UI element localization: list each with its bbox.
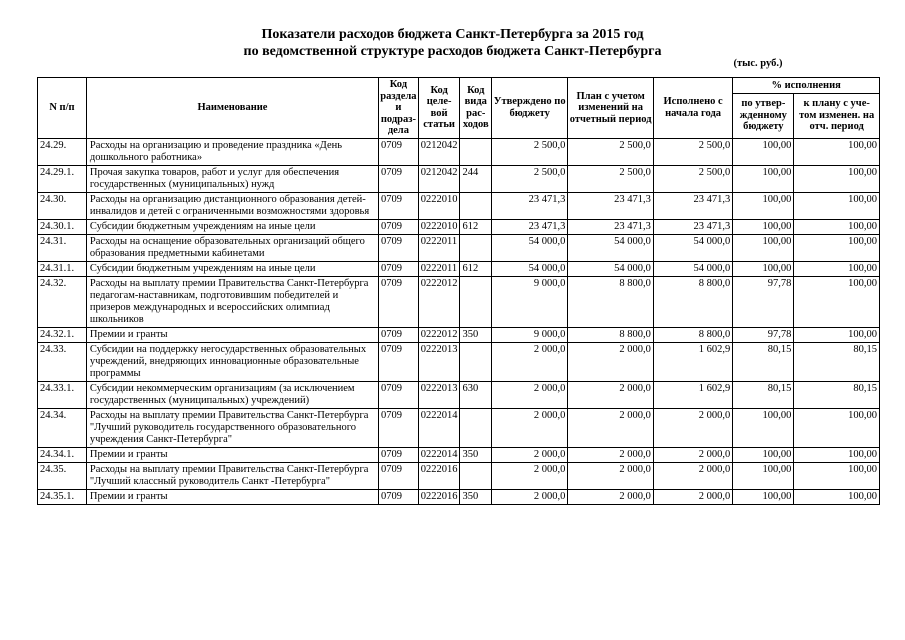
cell-pct-plan: 100,00 — [794, 327, 880, 342]
cell-type: 612 — [460, 261, 492, 276]
cell-pct-approved: 100,00 — [733, 261, 794, 276]
cell-pct-approved: 100,00 — [733, 192, 794, 219]
cell-num: 24.34. — [38, 408, 87, 447]
cell-article: 0222010 — [418, 192, 460, 219]
cell-pct-approved: 97,78 — [733, 276, 794, 327]
cell-type — [460, 234, 492, 261]
cell-plan: 54 000,0 — [568, 234, 654, 261]
header-plan: План с учетом изменений на отчетный период — [568, 78, 654, 139]
cell-plan: 2 000,0 — [568, 342, 654, 381]
cell-pct-approved: 100,00 — [733, 447, 794, 462]
header-pct-group: % исполнения — [733, 78, 880, 94]
cell-section: 0709 — [379, 219, 419, 234]
cell-approved: 23 471,3 — [492, 192, 568, 219]
cell-approved: 54 000,0 — [492, 234, 568, 261]
table-row — [38, 192, 880, 219]
cell-article: 0222012 — [418, 276, 460, 327]
table-row — [38, 261, 880, 276]
cell-article: 0222012 — [418, 327, 460, 342]
cell-num: 24.33.1. — [38, 381, 87, 408]
cell-name: Субсидии бюджетным учреждениям на иные цели — [86, 261, 378, 276]
cell-num: 24.31.1. — [38, 261, 87, 276]
cell-section: 0709 — [379, 408, 419, 447]
table-row — [38, 165, 880, 192]
cell-executed: 2 000,0 — [653, 489, 732, 504]
cell-approved: 23 471,3 — [492, 219, 568, 234]
cell-pct-plan: 100,00 — [794, 447, 880, 462]
cell-pct-approved: 100,00 — [733, 219, 794, 234]
cell-plan: 8 800,0 — [568, 327, 654, 342]
cell-type: 630 — [460, 381, 492, 408]
cell-article: 0222016 — [418, 462, 460, 489]
document-title: Показатели расходов бюджета Санкт-Петербурга за 2015 год — [261, 27, 644, 42]
cell-executed: 54 000,0 — [653, 261, 732, 276]
cell-name: Премии и гранты — [86, 489, 378, 504]
table-row — [38, 234, 880, 261]
cell-plan: 23 471,3 — [568, 192, 654, 219]
cell-name: Расходы на выплату премии Правительства Санкт-Петербурга "Лучший руководитель государственного образовательного учреждения Санкт-Петербурга" — [86, 408, 378, 447]
cell-article: 0222011 — [418, 234, 460, 261]
cell-article: 0222013 — [418, 381, 460, 408]
cell-section: 0709 — [379, 192, 419, 219]
cell-section: 0709 — [379, 234, 419, 261]
cell-name: Расходы на выплату премии Правительства Санкт-Петербурга педагогам-наставникам, подготовившим победителей и призеров международных и всероссийских олимпиад школьников — [86, 276, 378, 327]
header-num: N п/п — [38, 78, 87, 139]
cell-section: 0709 — [379, 462, 419, 489]
cell-approved: 2 000,0 — [492, 462, 568, 489]
cell-pct-plan: 100,00 — [794, 234, 880, 261]
header-name: Наименование — [86, 78, 378, 139]
cell-pct-plan: 100,00 — [794, 165, 880, 192]
cell-plan: 2 000,0 — [568, 489, 654, 504]
cell-plan: 2 000,0 — [568, 462, 654, 489]
header-approved: Утверждено по бюджету — [492, 78, 568, 139]
cell-approved: 2 000,0 — [492, 489, 568, 504]
cell-article: 0222014 — [418, 447, 460, 462]
cell-approved: 2 000,0 — [492, 342, 568, 381]
cell-type — [460, 342, 492, 381]
cell-approved: 2 000,0 — [492, 408, 568, 447]
cell-num: 24.30.1. — [38, 219, 87, 234]
cell-pct-plan: 100,00 — [794, 219, 880, 234]
cell-approved: 54 000,0 — [492, 261, 568, 276]
cell-name: Субсидии на поддержку негосударственных образовательных учреждений, внедряющих инновационные образовательные программы — [86, 342, 378, 381]
cell-name: Премии и гранты — [86, 327, 378, 342]
cell-plan: 23 471,3 — [568, 219, 654, 234]
cell-pct-approved: 100,00 — [733, 234, 794, 261]
cell-type: 350 — [460, 447, 492, 462]
header-section-code: Код раздела и подраз-дела — [380, 79, 417, 136]
cell-pct-approved: 100,00 — [733, 165, 794, 192]
cell-plan: 8 800,0 — [568, 276, 654, 327]
table-row — [38, 327, 880, 342]
cell-approved: 2 000,0 — [492, 447, 568, 462]
cell-section: 0709 — [379, 276, 419, 327]
header-article-code: Код целе-вой статьи — [418, 78, 460, 139]
cell-pct-plan: 100,00 — [794, 261, 880, 276]
cell-executed: 1 602,9 — [653, 342, 732, 381]
cell-section: 0709 — [379, 447, 419, 462]
table-row — [38, 219, 880, 234]
cell-article: 0222016 — [418, 489, 460, 504]
cell-approved: 2 500,0 — [492, 165, 568, 192]
cell-plan: 2 000,0 — [568, 408, 654, 447]
budget-table — [37, 77, 880, 505]
cell-executed: 23 471,3 — [653, 192, 732, 219]
cell-name: Субсидии некоммерческим организациям (за исключением государственных (муниципальных) учреждений) — [86, 381, 378, 408]
cell-num: 24.35.1. — [38, 489, 87, 504]
cell-type: 612 — [460, 219, 492, 234]
cell-name: Прочая закупка товаров, работ и услуг для обеспечения государственных (муниципальных) нужд — [86, 165, 378, 192]
cell-article: 0222013 — [418, 342, 460, 381]
cell-num: 24.31. — [38, 234, 87, 261]
cell-name: Расходы на выплату премии Правительства Санкт-Петербурга "Лучший классный руководитель Санкт -Петербурга" — [86, 462, 378, 489]
cell-num: 24.32. — [38, 276, 87, 327]
cell-approved: 9 000,0 — [492, 327, 568, 342]
table-body — [38, 138, 880, 504]
cell-article: 0222011 — [418, 261, 460, 276]
cell-approved: 9 000,0 — [492, 276, 568, 327]
cell-executed: 2 000,0 — [653, 408, 732, 447]
units-label: (тыс. руб.) — [733, 58, 783, 69]
cell-article: 0212042 — [418, 165, 460, 192]
cell-pct-plan: 80,15 — [794, 381, 880, 408]
cell-executed: 2 000,0 — [653, 447, 732, 462]
cell-type — [460, 408, 492, 447]
header-pct-plan: к плану с уче-том изменен. на отч. период — [794, 93, 880, 138]
cell-section: 0709 — [379, 138, 419, 165]
cell-type — [460, 192, 492, 219]
table-row — [38, 138, 880, 165]
cell-type: 244 — [460, 165, 492, 192]
cell-plan: 2 500,0 — [568, 165, 654, 192]
cell-num: 24.32.1. — [38, 327, 87, 342]
cell-section: 0709 — [379, 381, 419, 408]
cell-approved: 2 000,0 — [492, 381, 568, 408]
cell-pct-approved: 100,00 — [733, 408, 794, 447]
cell-section: 0709 — [379, 489, 419, 504]
cell-pct-plan: 100,00 — [794, 489, 880, 504]
cell-executed: 1 602,9 — [653, 381, 732, 408]
cell-section: 0709 — [379, 261, 419, 276]
cell-num: 24.34.1. — [38, 447, 87, 462]
cell-pct-approved: 100,00 — [733, 138, 794, 165]
cell-executed: 2 500,0 — [653, 138, 732, 165]
cell-plan: 2 000,0 — [568, 447, 654, 462]
cell-section: 0709 — [379, 327, 419, 342]
table-row — [38, 462, 880, 489]
table-row — [38, 276, 880, 327]
cell-pct-plan: 100,00 — [794, 276, 880, 327]
header-type-code: Код вида рас-ходов — [460, 78, 492, 139]
table-row — [38, 408, 880, 447]
cell-pct-plan: 100,00 — [794, 192, 880, 219]
cell-type — [460, 138, 492, 165]
cell-pct-plan: 100,00 — [794, 462, 880, 489]
cell-name: Расходы на оснащение образовательных организаций общего образования предметными кабинетами — [86, 234, 378, 261]
cell-executed: 8 800,0 — [653, 327, 732, 342]
cell-type — [460, 462, 492, 489]
cell-pct-approved: 97,78 — [733, 327, 794, 342]
cell-type: 350 — [460, 327, 492, 342]
cell-num: 24.29. — [38, 138, 87, 165]
table-row — [38, 489, 880, 504]
cell-plan: 2 500,0 — [568, 138, 654, 165]
cell-name: Расходы на организацию дистанционного образования детей-инвалидов и детей с ограниченными возможностями здоровья — [86, 192, 378, 219]
cell-name: Премии и гранты — [86, 447, 378, 462]
cell-pct-plan: 80,15 — [794, 342, 880, 381]
table-row — [38, 381, 880, 408]
header-executed: Исполнено с начала года — [653, 78, 732, 139]
cell-name: Субсидии бюджетным учреждениям на иные цели — [86, 219, 378, 234]
cell-article: 0222010 — [418, 219, 460, 234]
cell-num: 24.33. — [38, 342, 87, 381]
cell-section: 0709 — [379, 165, 419, 192]
cell-num: 24.29.1. — [38, 165, 87, 192]
cell-approved: 2 500,0 — [492, 138, 568, 165]
cell-article: 0212042 — [418, 138, 460, 165]
table-row — [38, 342, 880, 381]
table-row — [38, 447, 880, 462]
cell-pct-approved: 80,15 — [733, 342, 794, 381]
cell-article: 0222014 — [418, 408, 460, 447]
cell-pct-plan: 100,00 — [794, 408, 880, 447]
cell-executed: 8 800,0 — [653, 276, 732, 327]
cell-num: 24.30. — [38, 192, 87, 219]
header-pct-approved: по утвер-жденному бюджету — [733, 93, 794, 138]
cell-pct-approved: 100,00 — [733, 489, 794, 504]
cell-executed: 54 000,0 — [653, 234, 732, 261]
cell-executed: 2 000,0 — [653, 462, 732, 489]
cell-section: 0709 — [379, 342, 419, 381]
cell-pct-approved: 100,00 — [733, 462, 794, 489]
cell-plan: 54 000,0 — [568, 261, 654, 276]
cell-num: 24.35. — [38, 462, 87, 489]
cell-pct-plan: 100,00 — [794, 138, 880, 165]
cell-type — [460, 276, 492, 327]
cell-executed: 23 471,3 — [653, 219, 732, 234]
table-header — [38, 78, 880, 139]
cell-plan: 2 000,0 — [568, 381, 654, 408]
cell-executed: 2 500,0 — [653, 165, 732, 192]
cell-name: Расходы на организацию и проведение праздника «День дошкольного работника» — [86, 138, 378, 165]
cell-pct-approved: 80,15 — [733, 381, 794, 408]
document-subtitle: по ведомственной структуре расходов бюджета Санкт-Петербурга — [243, 44, 662, 59]
cell-type: 350 — [460, 489, 492, 504]
